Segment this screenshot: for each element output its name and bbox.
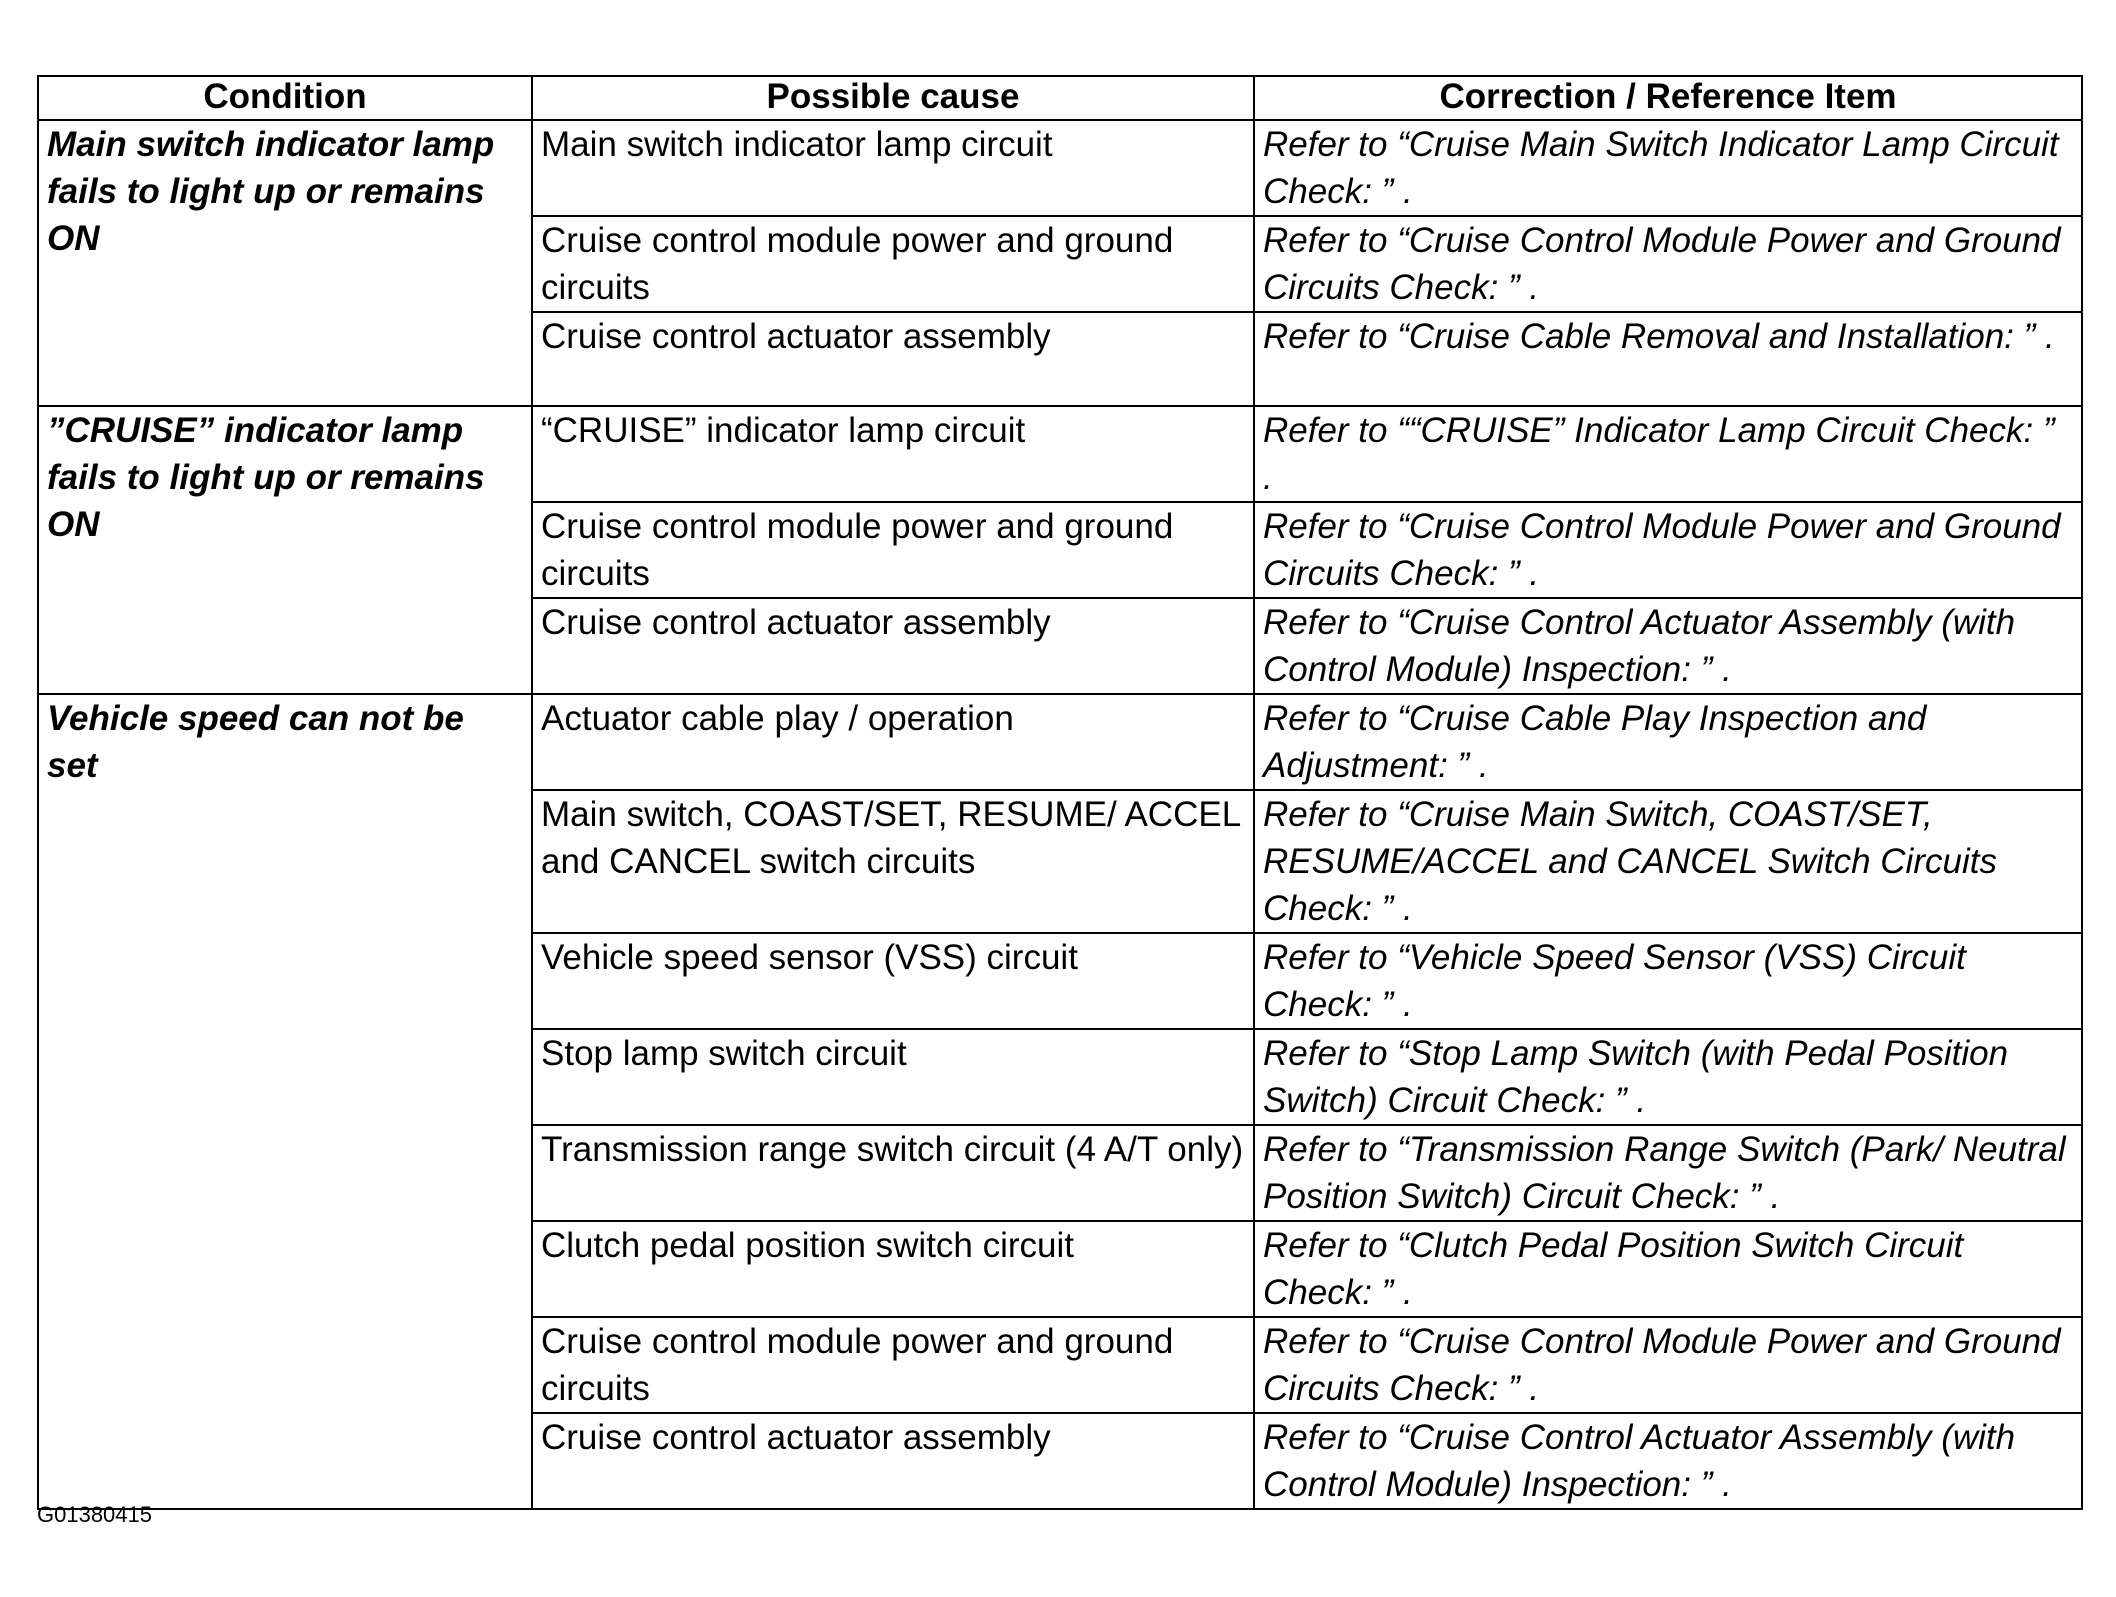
table-row — [38, 120, 2082, 216]
cause-cell: Main switch, COAST/SET, RESUME/ ACCEL and CANCEL switch circuits — [532, 790, 1254, 933]
correction-cell: Refer to “Cruise Control Module Power and Ground Circuits Check: ” . — [1254, 502, 2082, 598]
cause-cell: “CRUISE” indicator lamp circuit — [532, 406, 1254, 502]
cause-cell: Cruise control actuator assembly — [532, 312, 1254, 406]
correction-cell: Refer to “Cruise Control Module Power and Ground Circuits Check: ” . — [1254, 1317, 2082, 1413]
correction-cell: Refer to “Cruise Cable Play Inspection and Adjustment: ” . — [1254, 694, 2082, 790]
header-possible-cause: Possible cause — [532, 76, 1254, 120]
correction-cell: Refer to “Cruise Control Actuator Assembly (with Control Module) Inspection: ” . — [1254, 598, 2082, 694]
correction-cell: Refer to ““CRUISE” Indicator Lamp Circuit Check: ” . — [1254, 406, 2082, 502]
correction-cell: Refer to “Cruise Main Switch, COAST/SET, RESUME/ACCEL and CANCEL Switch Circuits Check: ” . — [1254, 790, 2082, 933]
correction-cell: Refer to “Cruise Cable Removal and Installation: ” . — [1254, 312, 2082, 406]
cause-cell: Cruise control module power and ground circuits — [532, 502, 1254, 598]
cause-cell: Cruise control actuator assembly — [532, 1413, 1254, 1509]
correction-cell: Refer to “Stop Lamp Switch (with Pedal Position Switch) Circuit Check: ” . — [1254, 1029, 2082, 1125]
cause-cell: Cruise control module power and ground circuits — [532, 1317, 1254, 1413]
cause-cell: Main switch indicator lamp circuit — [532, 120, 1254, 216]
cause-cell: Cruise control actuator assembly — [532, 598, 1254, 694]
cause-cell: Transmission range switch circuit (4 A/T only) — [532, 1125, 1254, 1221]
cause-cell: Stop lamp switch circuit — [532, 1029, 1254, 1125]
correction-cell: Refer to “Clutch Pedal Position Switch Circuit Check: ” . — [1254, 1221, 2082, 1317]
cause-cell: Clutch pedal position switch circuit — [532, 1221, 1254, 1317]
correction-cell: Refer to “Cruise Control Actuator Assembly (with Control Module) Inspection: ” . — [1254, 1413, 2082, 1509]
correction-cell: Refer to “Transmission Range Switch (Park/ Neutral Position Switch) Circuit Check: ” . — [1254, 1125, 2082, 1221]
header-correction: Correction / Reference Item — [1254, 76, 2082, 120]
header-row — [38, 76, 2082, 120]
correction-cell: Refer to “Cruise Control Module Power and Ground Circuits Check: ” . — [1254, 216, 2082, 312]
cause-cell: Actuator cable play / operation — [532, 694, 1254, 790]
troubleshooting-table — [37, 75, 2083, 1510]
header-condition: Condition — [38, 76, 532, 120]
cause-cell: Cruise control module power and ground circuits — [532, 216, 1254, 312]
correction-cell: Refer to “Cruise Main Switch Indicator Lamp Circuit Check: ” . — [1254, 120, 2082, 216]
correction-cell: Refer to “Vehicle Speed Sensor (VSS) Circuit Check: ” . — [1254, 933, 2082, 1029]
condition-cell: Main switch indicator lamp fails to light up or remains ON — [38, 120, 532, 406]
condition-cell: Vehicle speed can not be set — [38, 694, 532, 1509]
table-row — [38, 694, 2082, 790]
cause-cell: Vehicle speed sensor (VSS) circuit — [532, 933, 1254, 1029]
table-row — [38, 406, 2082, 502]
condition-cell: ”CRUISE” indicator lamp fails to light up or remains ON — [38, 406, 532, 694]
figure-id: G01380415 — [37, 1502, 152, 1527]
